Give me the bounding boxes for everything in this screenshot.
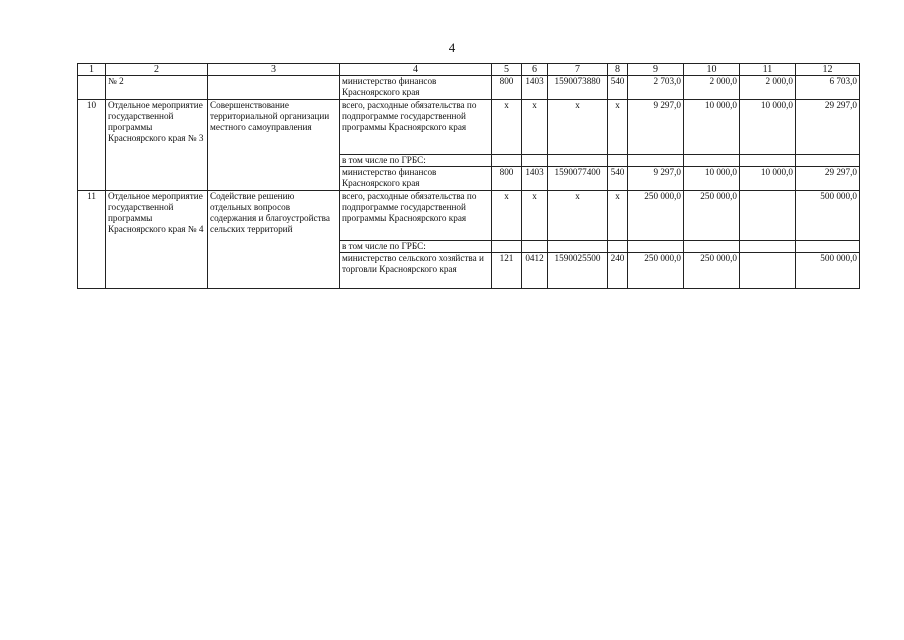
amount-year3: 2 000,0 xyxy=(740,76,796,100)
column-header: 5 xyxy=(492,64,522,76)
amount-year1: 250 000,0 xyxy=(628,191,684,241)
amount-total: 29 297,0 xyxy=(796,100,860,155)
grbs-label: в том числе по ГРБС: xyxy=(340,241,492,253)
csr-code: х xyxy=(548,100,608,155)
rzpr-code: 1403 xyxy=(522,76,548,100)
vr-code: 240 xyxy=(608,253,628,289)
column-header: 8 xyxy=(608,64,628,76)
grbs-code: 121 xyxy=(492,253,522,289)
grbs-label: в том числе по ГРБС: xyxy=(340,155,492,167)
rzpr-code: 1403 xyxy=(522,167,548,191)
vr-code: 540 xyxy=(608,76,628,100)
grbs-name: министерство финансов Красноярского края xyxy=(340,167,492,191)
table-row xyxy=(78,191,860,241)
amount-total: 6 703,0 xyxy=(796,76,860,100)
rzpr-code: х xyxy=(522,100,548,155)
amount-year2: 10 000,0 xyxy=(684,167,740,191)
amount-year2: 2 000,0 xyxy=(684,76,740,100)
amount-year3 xyxy=(740,253,796,289)
event-goal xyxy=(208,76,340,100)
rzpr-code: х xyxy=(522,191,548,241)
amount-total: 500 000,0 xyxy=(796,191,860,241)
amount-year2: 10 000,0 xyxy=(684,100,740,155)
column-header: 11 xyxy=(740,64,796,76)
amount-year1: 9 297,0 xyxy=(628,167,684,191)
row-number: 10 xyxy=(78,100,106,191)
grbs-code: х xyxy=(492,100,522,155)
grbs-name: министерство сельского хозяйства и торговли Красноярского края xyxy=(340,253,492,289)
amount-year3 xyxy=(740,191,796,241)
vr-code: х xyxy=(608,191,628,241)
grbs-code: 800 xyxy=(492,76,522,100)
csr-code: 1590073880 xyxy=(548,76,608,100)
amount-year1: 250 000,0 xyxy=(628,253,684,289)
amount-year2: 250 000,0 xyxy=(684,253,740,289)
event-goal: Содействие решению отдельных вопросов содержания и благоустройства сельских территорий xyxy=(208,191,340,289)
column-header: 12 xyxy=(796,64,860,76)
event-name: Отдельное мероприятие государственной программы Красноярского края № 3 xyxy=(106,100,208,191)
amount-year1: 9 297,0 xyxy=(628,100,684,155)
column-header: 10 xyxy=(684,64,740,76)
amount-total: 29 297,0 xyxy=(796,167,860,191)
column-header: 6 xyxy=(522,64,548,76)
grbs-code: 800 xyxy=(492,167,522,191)
budget-table xyxy=(77,63,860,289)
grbs-name: министерство финансов Красноярского края xyxy=(340,76,492,100)
total-label: всего, расходные обязательства по подпрограмме государственной программы Красноярского края xyxy=(340,100,492,155)
rzpr-code: 0412 xyxy=(522,253,548,289)
table-row xyxy=(78,100,860,155)
page-number: 4 xyxy=(448,40,456,55)
grbs-code: х xyxy=(492,191,522,241)
row-number: 11 xyxy=(78,191,106,289)
total-label: всего, расходные обязательства по подпрограмме государственной программы Красноярского края xyxy=(340,191,492,241)
table-row xyxy=(78,76,860,100)
vr-code: 540 xyxy=(608,167,628,191)
amount-year2: 250 000,0 xyxy=(684,191,740,241)
row-number xyxy=(78,76,106,100)
csr-code: 1590025500 xyxy=(548,253,608,289)
amount-total: 500 000,0 xyxy=(796,253,860,289)
column-header: 3 xyxy=(208,64,340,76)
csr-code: 1590077400 xyxy=(548,167,608,191)
column-header: 2 xyxy=(106,64,208,76)
column-header: 1 xyxy=(78,64,106,76)
event-goal: Совершенствование территориальной организации местного самоуправления xyxy=(208,100,340,191)
amount-year1: 2 703,0 xyxy=(628,76,684,100)
event-name: № 2 xyxy=(106,76,208,100)
event-name: Отдельное мероприятие государственной программы Красноярского края № 4 xyxy=(106,191,208,289)
csr-code: х xyxy=(548,191,608,241)
amount-year3: 10 000,0 xyxy=(740,100,796,155)
column-header: 4 xyxy=(340,64,492,76)
vr-code: х xyxy=(608,100,628,155)
column-header: 9 xyxy=(628,64,684,76)
column-header: 7 xyxy=(548,64,608,76)
amount-year3: 10 000,0 xyxy=(740,167,796,191)
header-row xyxy=(78,64,860,76)
